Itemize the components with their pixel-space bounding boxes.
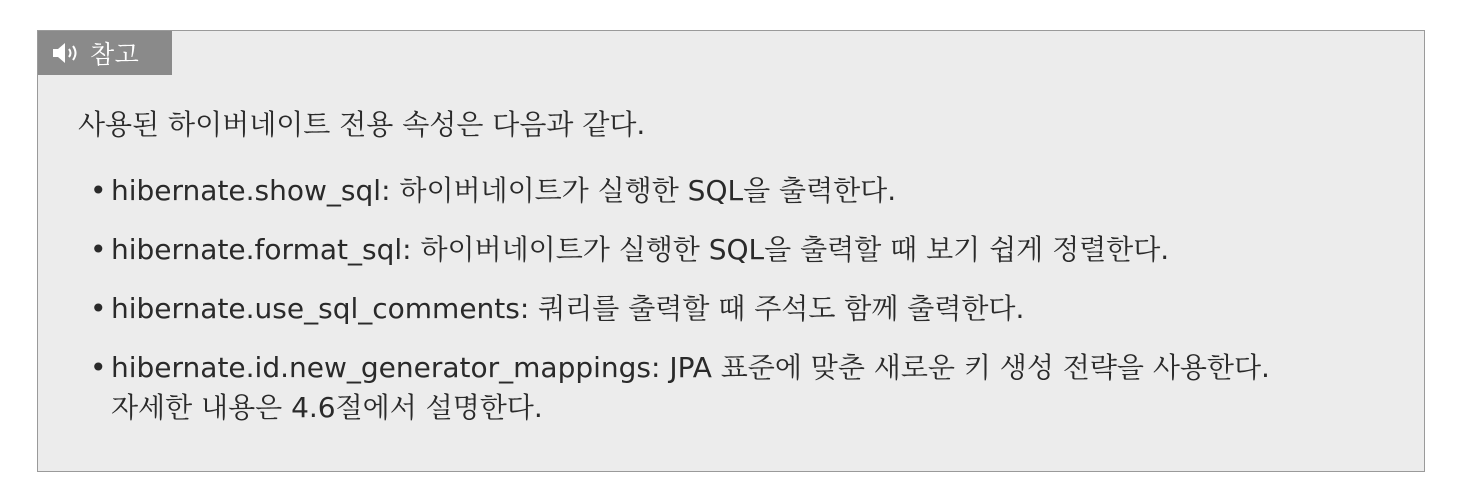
property-key: hibernate.id.new_generator_mappings	[111, 351, 652, 384]
list-item-continuation: 자세한 내용은 4.6절에서 설명한다.	[111, 391, 543, 424]
property-key: hibernate.use_sql_comments	[111, 292, 520, 325]
property-key: hibernate.show_sql	[111, 174, 382, 207]
note-intro: 사용된 하이버네이트 전용 속성은 다음과 같다.	[78, 108, 646, 141]
list-item	[38, 289, 1270, 348]
note-tab-label: 참고	[90, 40, 140, 69]
property-desc: : JPA 표준에 맞춘 새로운 키 생성 전략을 사용한다.	[651, 351, 1270, 384]
property-key: hibernate.format_sql	[111, 233, 403, 266]
list-item	[38, 171, 1270, 230]
note-box	[37, 30, 1425, 472]
property-list	[38, 171, 1270, 428]
note-tab	[38, 31, 172, 75]
property-desc: : 쿼리를 출력할 때 주석도 함께 출력한다.	[519, 292, 1025, 325]
bullet: •	[90, 233, 107, 266]
bullet: •	[90, 351, 107, 384]
bullet: •	[90, 292, 107, 325]
speaker-icon	[52, 41, 86, 65]
list-item	[38, 230, 1270, 289]
property-desc: : 하이버네이트가 실행한 SQL을 출력한다.	[381, 174, 897, 207]
list-item	[38, 348, 1270, 392]
property-desc: : 하이버네이트가 실행한 SQL을 출력할 때 보기 쉽게 정렬한다.	[402, 233, 1170, 266]
bullet: •	[90, 174, 107, 207]
